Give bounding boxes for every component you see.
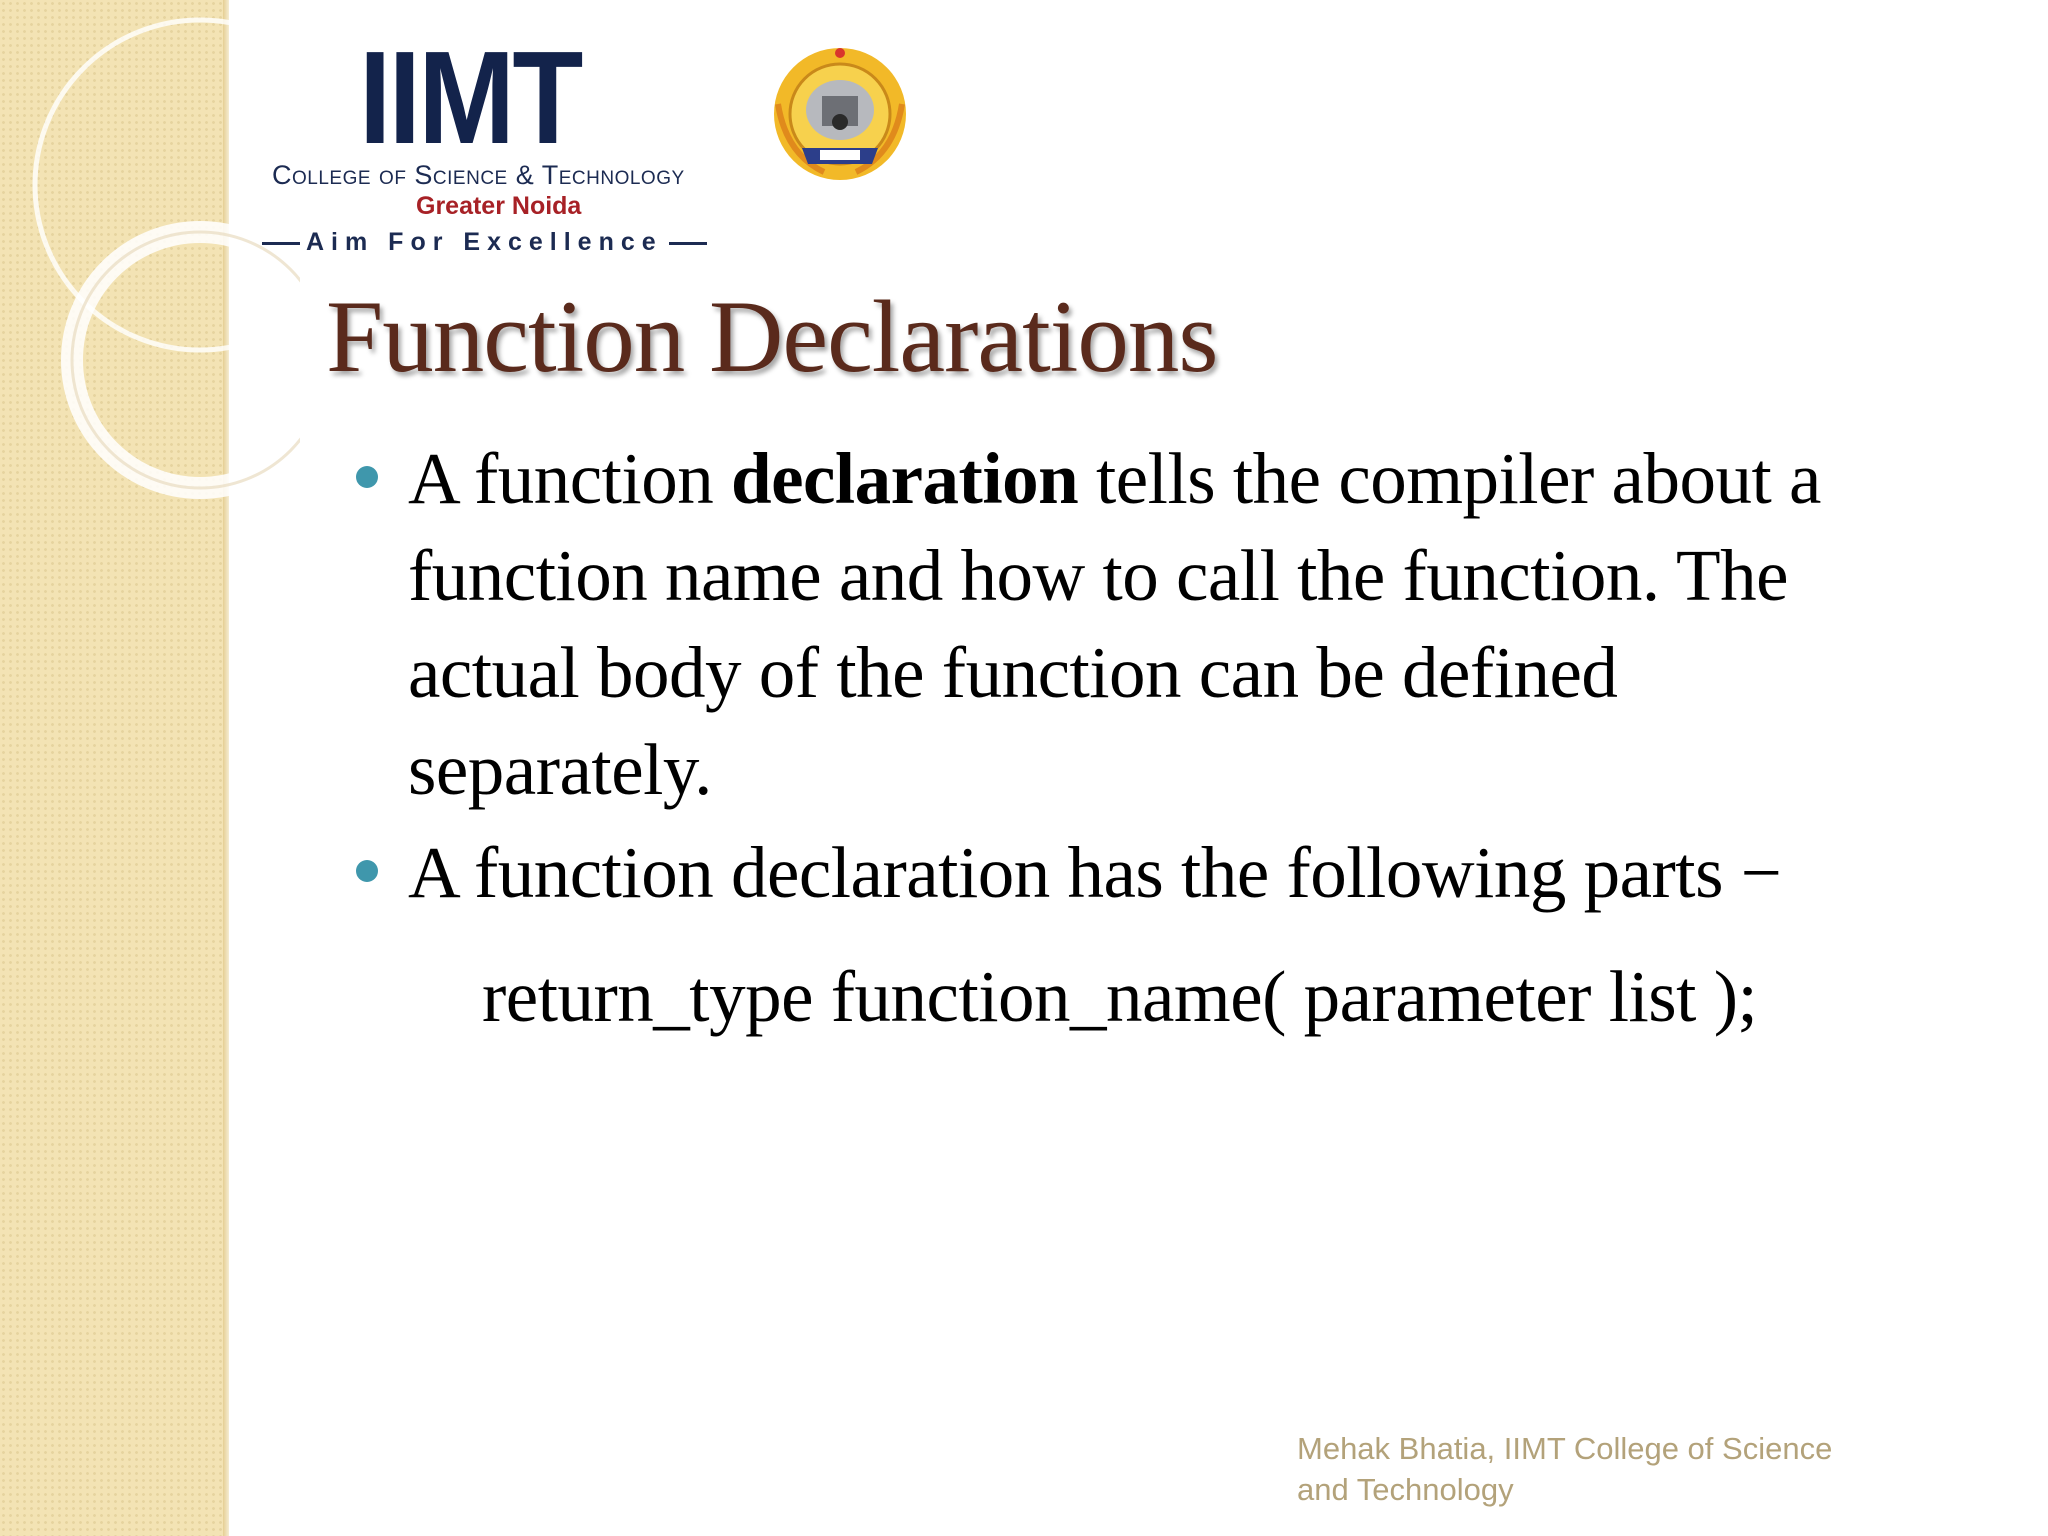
bullet-1-line-1 xyxy=(408,430,2026,527)
sidebar-edge xyxy=(223,0,229,1536)
bullet-item xyxy=(356,824,2026,921)
sidebar-texture xyxy=(0,0,229,1536)
bullet-1-line-4: separately. xyxy=(408,729,712,810)
text-run: tells the compiler about a xyxy=(1078,438,1821,519)
college-seal-icon xyxy=(764,44,916,184)
bullet-1-line-2: function name and how to call the function. The xyxy=(408,535,1789,616)
bullet-1-line-3: actual body of the function can be defined xyxy=(408,632,1618,713)
footer-credit xyxy=(1297,1428,1832,1510)
bullet-item xyxy=(356,430,2026,818)
logo-city: Greater Noida xyxy=(416,192,582,220)
bullet-list xyxy=(356,430,2026,921)
text-run: A function xyxy=(408,438,731,519)
footer-line-2: and Technology xyxy=(1297,1472,1514,1507)
bold-term: declaration xyxy=(730,438,1079,519)
logo-tagline-text: Aim For Excellence xyxy=(306,228,663,256)
bullet-dot-icon xyxy=(356,466,378,488)
logo-wordmark: IIMT xyxy=(359,24,581,171)
bullet-2-text: A function declaration has the following parts − xyxy=(408,832,1782,913)
logo-college-name: College of Science & Technology xyxy=(272,160,685,190)
footer-line-1: Mehak Bhatia, IIMT College of Science xyxy=(1297,1431,1833,1466)
bullet-dot-icon xyxy=(356,860,378,882)
logo-tagline xyxy=(256,228,713,257)
slide-title: Function Declarations xyxy=(326,280,1218,394)
function-syntax: return_type function_name( parameter list ); xyxy=(482,956,1758,1037)
